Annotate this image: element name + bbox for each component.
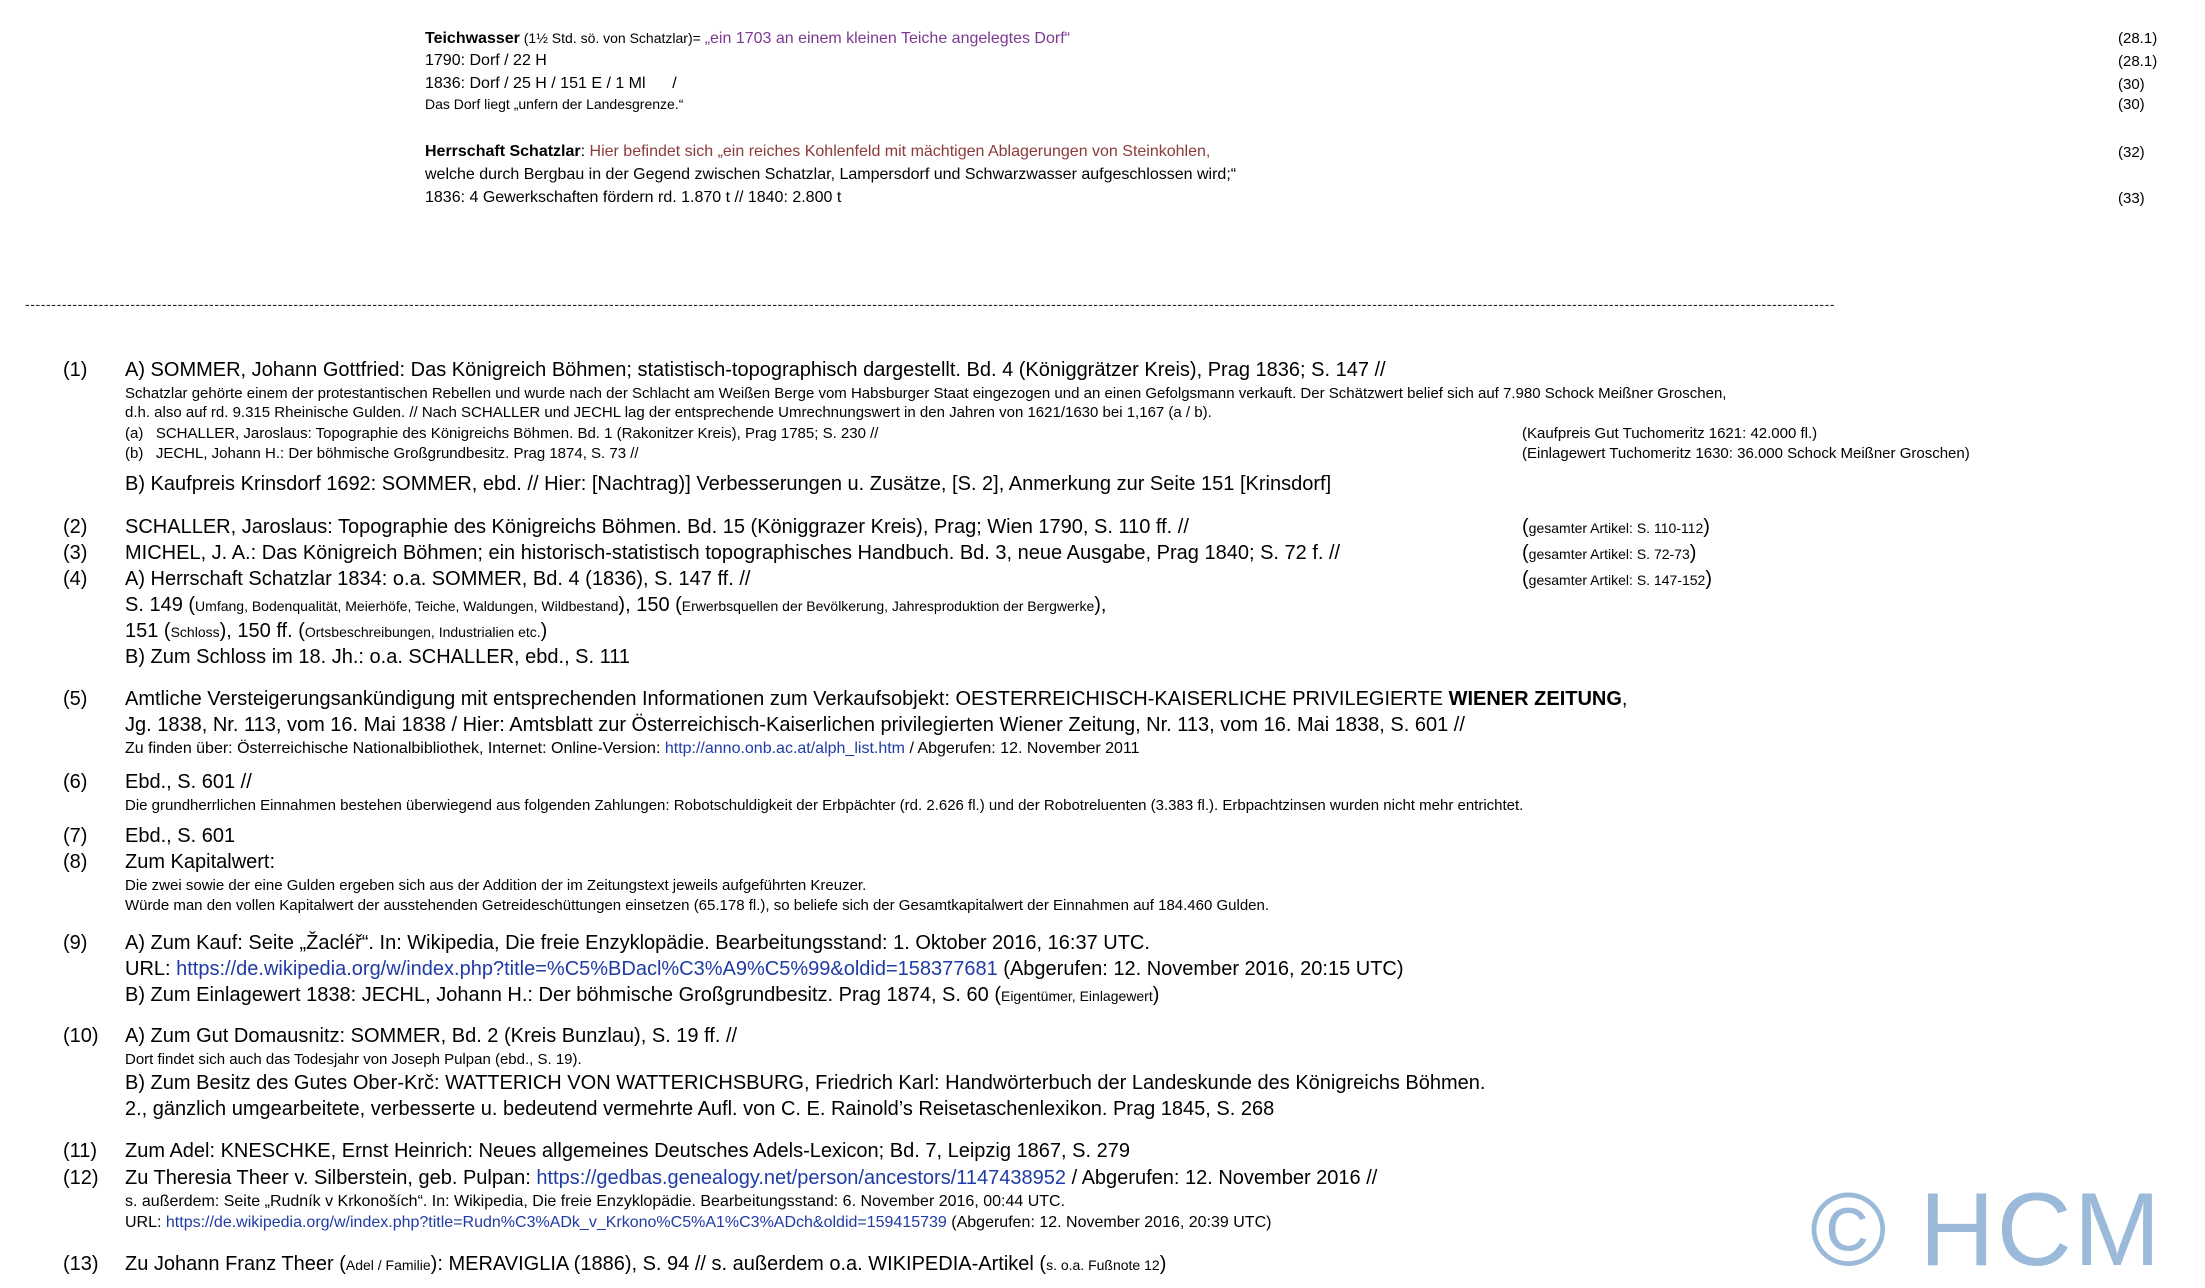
footnote-6-note: Die grundherrlichen Einnahmen bestehen überwiegend aus folgenden Zahlungen: Robotschuldigkeit der Erbpächter (rd. 2.626 fl.) und der Robotreluenten (3.383 fl.). Erbpachtzinsen wurden nicht mehr entrichtet.: [125, 797, 1524, 814]
herrschaft-line-2: welche durch Bergbau in der Gegend zwischen Schatzlar, Lampersdorf und Schwarzwasser aufgeschlossen wird;“: [425, 166, 1237, 183]
footnote-12-a: [125, 1166, 1377, 1190]
anno-link[interactable]: http://anno.onb.ac.at/alph_list.htm: [664, 740, 905, 757]
herrschaft-colon: :: [580, 143, 590, 160]
footnote-3: MICHEL, J. A.: Das Königreich Böhmen; ein historisch-statistisch topographisches Handbuch. Bd. 3, neue Ausgabe, Prag 1840; S. 72 f. //: [125, 542, 1341, 564]
ref-30-b: (30): [2118, 96, 2145, 113]
footnote-7: Ebd., S. 601: [125, 825, 236, 847]
footnote-5-b: Jg. 1838, Nr. 113, vom 16. Mai 1838 / Hier: Amtsblatt zur Österreichisch-Kaiserlichen privilegierten Wiener Zeitung, Nr. 113, vom 16. Mai 1838, S. 601 //: [125, 714, 1465, 736]
f5a-text: Amtliche Versteigerungsankündigung mit entsprechenden Informationen zum Verkaufsobjekt: OESTERREICHISCH-KAISERLICHE PRIVILEGIERTE: [125, 688, 1449, 710]
footnote-number-11: (11): [63, 1140, 98, 1162]
f5a-end: ,: [1621, 688, 1628, 710]
ref-28-1-a: (28.1): [2118, 30, 2158, 47]
footnote-4-pages: [125, 593, 1106, 618]
footnote-5-c: [125, 739, 1140, 759]
footnote-10-note: Dort findet sich auch das Todesjahr von Joseph Pulpan (ebd., S. 19).: [125, 1051, 582, 1068]
footnote-number-9: (9): [63, 932, 88, 954]
f4c-part-2: Schloss: [170, 624, 220, 640]
footnote-2-right: (gesamter Artikel: S. 110-112): [1522, 516, 1710, 538]
footnote-number-2: (2): [63, 516, 88, 538]
f9c-text: B) Zum Einlagewert 1838: JECHL, Johann H.: Der böhmische Großgrundbesitz. Prag 1874, S. 60 (: [125, 984, 1001, 1006]
hcm-copyright-watermark: © HCM: [1810, 1172, 2163, 1288]
f4b-part-4: Erwerbsquellen der Bevölkerung, Jahresproduktion der Bergwerke: [681, 598, 1095, 614]
ref-30-a: (30): [2118, 76, 2145, 93]
f4c-part-1: 151 (: [125, 620, 171, 642]
footnote-1-sub-b-right: (Einlagewert Tuchomeritz 1630: 36.000 Schock Meißner Groschen): [1522, 445, 1970, 462]
f4c-part-5: ): [540, 620, 548, 642]
herrschaft-line: [425, 142, 1210, 162]
wikipedia-rudnik-link[interactable]: https://de.wikipedia.org/w/index.php?title=Rudn%C3%ADk_v_Krkono%C5%A1%C3%ADch&oldid=159415739: [165, 1214, 947, 1231]
f4b-part-2: Umfang, Bodenqualität, Meierhöfe, Teiche, Waldungen, Wildbestand: [195, 598, 619, 614]
f13a-small: Adel / Familie: [345, 1257, 431, 1273]
footnote-11: Zum Adel: KNESCHKE, Ernst Heinrich: Neues allgemeines Deutsches Adels-Lexicon; Bd. 7, Leipzig 1867, S. 279: [125, 1140, 1130, 1162]
ref-28-1-b: (28.1): [2118, 53, 2158, 70]
footnote-3-right-text: gesamter Artikel: S. 72-73: [1528, 546, 1690, 562]
footnote-12-url: [125, 1213, 1271, 1233]
separator-line: --------------------------------------------------------------------------------------------------------------------------------------------------------------------------------------------------------------------------------------------------------------------------------------------------------------------------------------------------------: [25, 296, 1836, 312]
footnote-4-right: (gesamter Artikel: S. 147-152): [1522, 568, 1712, 590]
gedbas-link[interactable]: https://gedbas.genealogy.net/person/ancestors/1147438952: [536, 1167, 1067, 1189]
footnote-2-right-text: gesamter Artikel: S. 110-112: [1528, 520, 1704, 536]
teichwasser-location: (1½ Std. sö. von Schatzlar)=: [519, 30, 705, 46]
f9c-small: Eigentümer, Einlagewert: [1000, 988, 1153, 1004]
footnote-number-12: (12): [63, 1167, 99, 1189]
footnote-1-note: Schatzlar gehörte einem der protestantischen Rebellen und wurde nach der Schlacht am Weißen Berge vom Habsburger Staat eingezogen und an einen Gefolgsmann verkauft. Der Schätzwert belief sich auf 7.980 Schock Meißner Groschen,: [125, 385, 1727, 402]
herrschaft-line-3: 1836: 4 Gewerkschaften fördern rd. 1.870 t // 1840: 2.800 t: [425, 189, 842, 206]
footnote-10-b: B) Zum Besitz des Gutes Ober-Krč: WATTERICH VON WATTERICHSBURG, Friedrich Karl: Handwörterbuch der Landeskunde des Königreichs Böhmen.: [125, 1072, 1486, 1094]
footnote-8-a: Zum Kapitalwert:: [125, 851, 276, 873]
f9b-label: URL:: [125, 958, 177, 980]
f12c-label: URL:: [125, 1214, 166, 1231]
line-1790: 1790: Dorf / 22 H: [425, 52, 547, 69]
footnote-number-8: (8): [63, 851, 88, 873]
footnote-1-note-2: d.h. also auf rd. 9.315 Rheinische Gulden. // Nach SCHALLER und JECHL lag der entsprechende Umrechnungswert in den Jahren von 1621/1630 bei 1,167 (a / b).: [125, 404, 1212, 421]
f13a-small-2: s. o.a. Fußnote 12: [1046, 1257, 1160, 1273]
wikipedia-zacler-link[interactable]: https://de.wikipedia.org/w/index.php?title=%C5%BDacl%C3%A9%C5%99&oldid=158377681: [176, 958, 998, 980]
footnote-1-sub-a-right: (Kaufpreis Gut Tuchomeritz 1621: 42.000 fl.): [1522, 425, 1818, 442]
f12a-text: Zu Theresia Theer v. Silberstein, geb. Pulpan:: [125, 1167, 537, 1189]
f4c-part-4: Ortsbeschreibungen, Industrialien etc.: [304, 624, 541, 640]
f5a-bold: WIENER ZEITUNG: [1448, 688, 1622, 710]
footnote-9-b: [125, 983, 1159, 1008]
f13a-mid: ): MERAVIGLIA (1886), S. 94 // s. außerdem o.a. WIKIPEDIA-Artikel (: [430, 1253, 1047, 1275]
f13a-end: ): [1159, 1253, 1167, 1275]
footnote-number-10: (10): [63, 1025, 99, 1047]
footnote-number-3: (3): [63, 542, 88, 564]
footnote-4-a: A) Herrschaft Schatzlar 1834: o.a. SOMMER, Bd. 4 (1836), S. 147 ff. //: [125, 568, 751, 590]
footnote-8-note: Die zwei sowie der eine Gulden ergeben sich aus der Addition der im Zeitungstext jeweils aufgeführten Kreuzer.: [125, 877, 867, 894]
footnote-10-b-2: 2., gänzlich umgearbeitete, verbesserte u. bedeutend vermehrte Aufl. von C. E. Rainold’s Reisetaschenlexikon. Prag 1845, S. 268: [125, 1098, 1275, 1120]
footnote-number-13: (13): [63, 1253, 99, 1275]
f13a-text: Zu Johann Franz Theer (: [125, 1253, 346, 1275]
herrschaft-quote: Hier befindet sich „ein reiches Kohlenfeld mit mächtigen Ablagerungen von Steinkohlen,: [589, 143, 1211, 160]
footnote-12-b: s. außerdem: Seite „Rudník v Krkonoších“. In: Wikipedia, Die freie Enzyklopädie. Bearbeitungsstand: 6. November 2016, 00:44 UTC.: [125, 1193, 1066, 1210]
footnote-5-a: [125, 687, 1627, 711]
f4b-part-5: ),: [1094, 594, 1107, 616]
footnote-number-4: (4): [63, 568, 88, 590]
footnote-9-url: [125, 957, 1404, 981]
footnote-3-right: (gesamter Artikel: S. 72-73): [1522, 542, 1697, 564]
footnote-13: [125, 1252, 1166, 1277]
f4c-part-3: ), 150 ff. (: [219, 620, 305, 642]
footnote-10-a: A) Zum Gut Domausnitz: SOMMER, Bd. 2 (Kreis Bunzlau), S. 19 ff. //: [125, 1025, 738, 1047]
footnote-2: SCHALLER, Jaroslaus: Topographie des Königreichs Böhmen. Bd. 15 (Königgrazer Kreis), Prag; Wien 1790, S. 110 ff. //: [125, 516, 1189, 538]
footnote-number-5: (5): [63, 688, 88, 710]
footnote-6-a: Ebd., S. 601 //: [125, 771, 252, 793]
f5c-text: Zu finden über: Österreichische Nationalbibliothek, Internet: Online-Version:: [125, 740, 665, 757]
footnote-number-6: (6): [63, 771, 88, 793]
f9c-end: ): [1152, 984, 1160, 1006]
teichwasser-line: [425, 28, 1070, 49]
footnote-number-1: (1): [63, 359, 88, 381]
f4b-part-3: ), 150 (: [618, 594, 682, 616]
footnote-4-pages-2: [125, 619, 547, 644]
f5c-end: / Abgerufen: 12. November 2011: [905, 740, 1140, 757]
footnote-1-a: A) SOMMER, Johann Gottfried: Das Königreich Böhmen; statistisch-topographisch dargestellt. Bd. 4 (Königgrätzer Kreis), Prag 1836; S. 147 //: [125, 359, 1386, 381]
footnote-9-a: A) Zum Kauf: Seite „Žacléř“. In: Wikipedia, Die freie Enzyklopädie. Bearbeitungsstand: 1. Oktober 2016, 16:37 UTC.: [125, 932, 1150, 954]
f9b-end: (Abgerufen: 12. November 2016, 20:15 UTC): [997, 958, 1404, 980]
footnote-1-sub-b: (b) JECHL, Johann H.: Der böhmische Großgrundbesitz. Prag 1874, S. 73 //: [125, 445, 639, 462]
footnote-8-note-2: Würde man den vollen Kapitalwert der ausstehenden Getreideschüttungen einsetzen (65.178 fl.), so beliefe sich der Gesamtkapitalwert der Einnahmen auf 184.460 Gulden.: [125, 897, 1270, 914]
footnote-1-sub-a: (a) SCHALLER, Jaroslaus: Topographie des Königreichs Böhmen. Bd. 1 (Rakonitzer Kreis), Prag 1785; S. 230 //: [125, 425, 879, 442]
teichwasser-title: Teichwasser: [425, 30, 520, 47]
footnote-number-7: (7): [63, 825, 88, 847]
line-1836: 1836: Dorf / 25 H / 151 E / 1 Ml /: [425, 75, 677, 92]
footnote-4-right-text: gesamter Artikel: S. 147-152: [1528, 572, 1706, 588]
f12c-end: (Abgerufen: 12. November 2016, 20:39 UTC): [946, 1214, 1272, 1231]
grenze-line: Das Dorf liegt „unfern der Landesgrenze.“: [425, 96, 684, 112]
f12a-end: / Abgerufen: 12. November 2016 //: [1066, 1167, 1378, 1189]
f4b-part-1: S. 149 (: [125, 594, 196, 616]
ref-33: (33): [2118, 190, 2145, 207]
ref-32: (32): [2118, 144, 2145, 161]
footnote-1-b: B) Kaufpreis Krinsdorf 1692: SOMMER, ebd. // Hier: [Nachtrag)] Verbesserungen u. Zusätze, [S. 2], Anmerkung zur Seite 151 [Krinsdorf]: [125, 473, 1332, 495]
teichwasser-quote: „ein 1703 an einem kleinen Teiche angelegtes Dorf“: [704, 30, 1070, 47]
footnote-4-b: B) Zum Schloss im 18. Jh.: o.a. SCHALLER, ebd., S. 111: [125, 646, 631, 668]
herrschaft-title: Herrschaft Schatzlar: [425, 143, 581, 160]
